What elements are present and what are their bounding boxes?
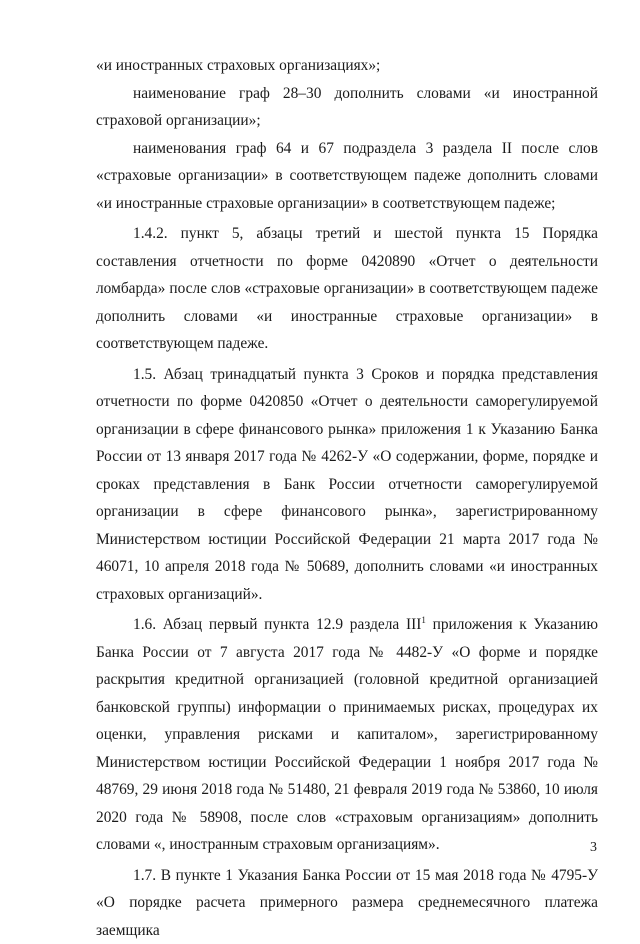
paragraph-columns-28-30: наименование граф 28–30 дополнить словами «и иностранной страховой организации»; — [96, 80, 598, 135]
paragraph-1-6-rest: приложения к Указанию Банка России от 7 августа 2017 года № 4482-У «О форме и порядке раскрытия кредитной организацией (головной кредитной организацией банковской группы) информации о принимаемых рисках, процедурах их оценки, управления рисками и капиталом», зарегистрированному Министерством юстиции Российской Федерации 1 ноября 2017 года № 48769, 29 июня 2018 года № 51480, 21 февраля 2019 года № 53860, 10 июля 2020 года № 58908, после слов «страховым организациям» дополнить словами «, иностранным страховым организациям». — [96, 616, 598, 853]
paragraph-1-6 — [96, 611, 598, 859]
paragraph-1-4-2: 1.4.2. пункт 5, абзацы третий и шестой пункта 15 Порядка составления отчетности по форме 0420890 «Отчет о деятельности ломбарда» после слов «страховые организации» в соответствующем падеже дополнить словами «и иностранные страховые организации» в соответствующем падеже. — [96, 220, 598, 358]
body-text — [96, 52, 598, 944]
section-superscript: 1 — [421, 615, 426, 625]
paragraph-continuation: «и иностранных страховых организациях»; — [96, 52, 598, 80]
paragraph-columns-64-67: наименования граф 64 и 67 подраздела 3 раздела II после слов «страховые организации» в соответствующем падеже дополнить словами «и иностранные страховые организации» в соответствующем падеже; — [96, 135, 598, 218]
page-number: 3 — [590, 840, 597, 856]
paragraph-1-7: 1.7. В пункте 1 Указания Банка России от 15 мая 2018 года № 4795-У «О порядке расчета примерного размера среднемесячного платежа заемщика — [96, 862, 598, 944]
paragraph-1-5: 1.5. Абзац тринадцатый пункта 3 Сроков и порядка представления отчетности по форме 0420850 «Отчет о деятельности саморегулируемой организации в сфере финансового рынка» приложения 1 к Указанию Банка России от 13 января 2017 года № 4262-У «О содержании, форме, порядке и сроках представления в Банк России отчетности саморегулируемой организации в сфере финансового рынка», зарегистрированному Министерством юстиции Российской Федерации 21 марта 2017 года № 46071, 10 апреля 2018 года № 50689, дополнить словами «и иностранных страховых организаций». — [96, 361, 598, 609]
paragraph-1-6-start: 1.6. Абзац первый пункта 12.9 раздела III — [133, 616, 421, 633]
